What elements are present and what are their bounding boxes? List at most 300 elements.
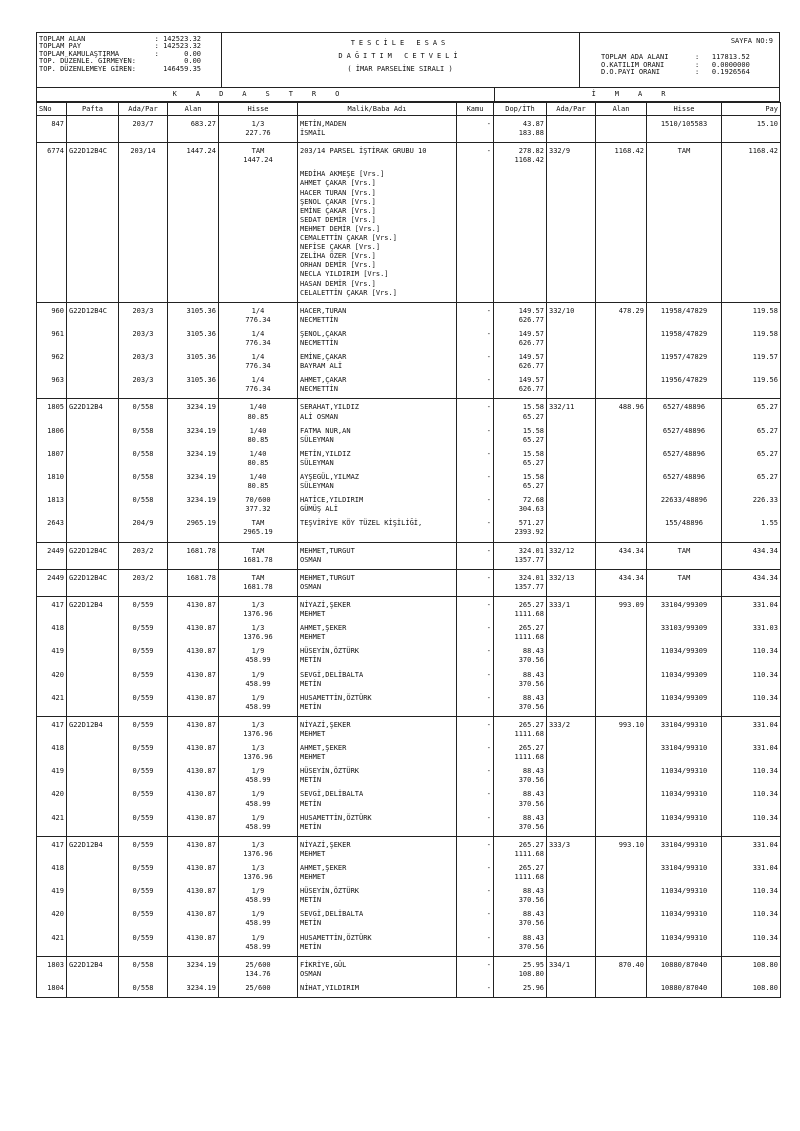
- cell-ada-par: 203/2: [119, 569, 168, 596]
- col-pafta-header: Pafta: [67, 103, 119, 116]
- cell-pafta: [67, 642, 119, 665]
- cell-dop-ith: 88.43 370.56: [494, 642, 547, 665]
- cell-sno: 1810: [37, 468, 67, 491]
- cell-imar-alan: [596, 445, 647, 468]
- cell-hisse: 1/4 776.34: [219, 348, 298, 371]
- cell-hisse: 1/3 1376.96: [219, 619, 298, 642]
- cell-imar-alan: [596, 882, 647, 905]
- cell-sno: 847: [37, 116, 67, 143]
- cell-ada-par: 0/559: [119, 905, 168, 928]
- cell-malik: HÜSEYİN,ÖZTÜRK METİN: [298, 642, 457, 665]
- cell-alan: 1447.24: [168, 143, 219, 166]
- cell-malik: HÜSEYİN,ÖZTÜRK METİN: [298, 882, 457, 905]
- cell-sno: 421: [37, 929, 67, 957]
- cell-imar-alan: 478.29: [596, 302, 647, 325]
- cell-imar-ada-par: [547, 491, 596, 514]
- cell-hisse: 1/9 458.99: [219, 689, 298, 717]
- total-label: TOP. DÜZENLE. GİRMEYEN:: [39, 57, 136, 66]
- cell-alan: 4130.87: [168, 739, 219, 762]
- cell-pay: [722, 165, 781, 302]
- cell-imar-ada-par: 332/12: [547, 542, 596, 569]
- cell-ada-par: 0/558: [119, 422, 168, 445]
- cell-malik: HUSAMETTİN,ÖZTÜRK METİN: [298, 689, 457, 717]
- cell-ada-par: 0/559: [119, 666, 168, 689]
- cell-alan: 4130.87: [168, 929, 219, 957]
- cell-malik: FİKRİYE,GÜL OSMAN: [298, 956, 457, 979]
- cell-dop-ith: 88.43 370.56: [494, 689, 547, 717]
- section-kadastro: KADASTRO: [172, 90, 359, 98]
- cell-imar-ada-par: [547, 325, 596, 348]
- cell-ada-par: 0/559: [119, 739, 168, 762]
- cell-pay: 226.33: [722, 491, 781, 514]
- cell-kamu: -: [457, 762, 494, 785]
- cell-alan: 3234.19: [168, 468, 219, 491]
- cell-imar-ada-par: [547, 979, 596, 998]
- cell-ada-par: 0/559: [119, 716, 168, 739]
- cell-pay: 331.04: [722, 716, 781, 739]
- cell-imar-hisse: 155/48896: [647, 514, 722, 542]
- cell-pafta: [67, 905, 119, 928]
- cell-pay: 15.10: [722, 116, 781, 143]
- cell-malik: AHMET,ŞEKER MEHMET: [298, 619, 457, 642]
- cell-dop-ith: 88.43 370.56: [494, 809, 547, 837]
- cell-kamu: -: [457, 143, 494, 166]
- cell-alan: 4130.87: [168, 836, 219, 859]
- cell-malik: SEVGİ,DELİBALTA METİN: [298, 905, 457, 928]
- cell-pay: 434.34: [722, 542, 781, 569]
- cell-ada-par: 203/14: [119, 143, 168, 166]
- cell-imar-alan: [596, 979, 647, 998]
- cell-pay: 110.34: [722, 666, 781, 689]
- cell-imar-ada-par: [547, 929, 596, 957]
- cell-kamu: -: [457, 302, 494, 325]
- table-body: [37, 116, 781, 998]
- cell-hisse: 1/4 776.34: [219, 325, 298, 348]
- cell-alan: 4130.87: [168, 859, 219, 882]
- cell-hisse: [219, 165, 298, 302]
- cell-imar-hisse: 11034/99309: [647, 666, 722, 689]
- cell-sno: 963: [37, 371, 67, 399]
- cell-pay: 119.58: [722, 302, 781, 325]
- cell-kamu: -: [457, 905, 494, 928]
- cell-alan: 4130.87: [168, 785, 219, 808]
- cell-sno: 419: [37, 882, 67, 905]
- cell-imar-ada-par: [547, 422, 596, 445]
- cell-imar-ada-par: 332/10: [547, 302, 596, 325]
- ratio-line: [601, 69, 779, 77]
- table-row: [37, 739, 781, 762]
- cell-kamu: -: [457, 596, 494, 619]
- cell-imar-alan: [596, 165, 647, 302]
- title-primary: TESCİLE ESAS: [350, 39, 450, 47]
- distribution-sheet: [36, 32, 780, 998]
- cell-imar-alan: [596, 785, 647, 808]
- cell-imar-hisse: 11956/47829: [647, 371, 722, 399]
- cell-hisse: 1/9 458.99: [219, 785, 298, 808]
- cell-pay: 110.34: [722, 785, 781, 808]
- cell-pafta: [67, 809, 119, 837]
- cell-dop-ith: 265.27 1111.68: [494, 596, 547, 619]
- cell-alan: 4130.87: [168, 596, 219, 619]
- cell-hisse: 25/600: [219, 979, 298, 998]
- cell-alan: 3234.19: [168, 399, 219, 422]
- cell-dop-ith: 88.43 370.56: [494, 929, 547, 957]
- col-imar-ada-par-header: Ada/Par: [547, 103, 596, 116]
- cell-imar-alan: [596, 666, 647, 689]
- col-imar-alan-header: Alan: [596, 103, 647, 116]
- cell-imar-alan: [596, 422, 647, 445]
- cell-imar-ada-par: [547, 642, 596, 665]
- cell-kamu: [457, 165, 494, 302]
- cell-pafta: G22D12B4C: [67, 542, 119, 569]
- cell-pay: 65.27: [722, 445, 781, 468]
- cell-ada-par: [119, 165, 168, 302]
- cell-pafta: [67, 762, 119, 785]
- cell-dop-ith: 15.58 65.27: [494, 445, 547, 468]
- cell-imar-hisse: 6527/48896: [647, 422, 722, 445]
- total-label: TOPLAM PAY: [39, 42, 82, 51]
- cell-pay: 108.80: [722, 979, 781, 998]
- cell-imar-alan: [596, 619, 647, 642]
- cell-ada-par: 0/559: [119, 882, 168, 905]
- cell-hisse: 1/3 1376.96: [219, 596, 298, 619]
- cell-imar-hisse: 33104/99310: [647, 716, 722, 739]
- cell-malik: METİN,MADEN İSMAİL: [298, 116, 457, 143]
- cell-ada-par: 0/558: [119, 979, 168, 998]
- cell-hisse: 1/3 1376.96: [219, 739, 298, 762]
- cell-dop-ith: 25.95 108.80: [494, 956, 547, 979]
- cell-pay: 65.27: [722, 468, 781, 491]
- cell-imar-hisse: 11034/99310: [647, 882, 722, 905]
- cell-kamu: -: [457, 491, 494, 514]
- cell-dop-ith: 72.68 304.63: [494, 491, 547, 514]
- cell-ada-par: 203/3: [119, 371, 168, 399]
- cell-kamu: -: [457, 836, 494, 859]
- cell-hisse: 1/9 458.99: [219, 905, 298, 928]
- cell-dop-ith: 278.82 1168.42: [494, 143, 547, 166]
- cell-ada-par: 203/3: [119, 325, 168, 348]
- cell-alan: 4130.87: [168, 762, 219, 785]
- cell-kamu: -: [457, 422, 494, 445]
- cell-imar-hisse: 22633/48896: [647, 491, 722, 514]
- table-row: [37, 165, 781, 302]
- cell-alan: 4130.87: [168, 642, 219, 665]
- cell-alan: 683.27: [168, 116, 219, 143]
- table-row: [37, 325, 781, 348]
- cell-malik: FATMA NUR,AN SÜLEYMAN: [298, 422, 457, 445]
- cell-pafta: [67, 325, 119, 348]
- cell-kamu: -: [457, 739, 494, 762]
- cell-hisse: 1/9 458.99: [219, 642, 298, 665]
- totals-block: [39, 36, 201, 73]
- cell-imar-hisse: 11034/99310: [647, 929, 722, 957]
- cell-alan: 1681.78: [168, 569, 219, 596]
- cell-imar-alan: 993.10: [596, 836, 647, 859]
- cell-imar-ada-par: [547, 882, 596, 905]
- cell-imar-ada-par: [547, 785, 596, 808]
- col-sno-header: SNo: [37, 103, 67, 116]
- cell-ada-par: 0/558: [119, 468, 168, 491]
- cell-ada-par: 0/559: [119, 859, 168, 882]
- cell-pay: 119.58: [722, 325, 781, 348]
- cell-pafta: G22D12B4: [67, 836, 119, 859]
- cell-ada-par: 203/2: [119, 542, 168, 569]
- cell-hisse: 1/4 776.34: [219, 302, 298, 325]
- total-value: : 142523.32: [154, 35, 201, 43]
- cell-dop-ith: 571.27 2393.92: [494, 514, 547, 542]
- cell-alan: 3234.19: [168, 422, 219, 445]
- cell-sno: 961: [37, 325, 67, 348]
- cell-hisse: 1/9 458.99: [219, 762, 298, 785]
- cell-pafta: [67, 785, 119, 808]
- total-value: : 142523.32: [154, 42, 201, 51]
- cell-malik: AHMET,ŞEKER MEHMET: [298, 739, 457, 762]
- cell-alan: 3105.36: [168, 302, 219, 325]
- cell-pafta: [67, 165, 119, 302]
- cell-dop-ith: 149.57 626.77: [494, 302, 547, 325]
- cell-imar-alan: 434.34: [596, 542, 647, 569]
- cell-malik: SEVGİ,DELİBALTA METİN: [298, 666, 457, 689]
- cell-ada-par: 0/559: [119, 596, 168, 619]
- cell-imar-hisse: 33104/99310: [647, 836, 722, 859]
- cell-pafta: [67, 514, 119, 542]
- cell-malik: 203/14 PARSEL İŞTİRAK GRUBU 10: [298, 143, 457, 166]
- cell-kamu: -: [457, 514, 494, 542]
- cell-dop-ith: 88.43 370.56: [494, 666, 547, 689]
- cell-imar-alan: 488.96: [596, 399, 647, 422]
- cell-imar-alan: [596, 116, 647, 143]
- cell-alan: [168, 165, 219, 302]
- col-kamu-header: Kamu: [457, 103, 494, 116]
- cell-hisse: 1/40 80.85: [219, 399, 298, 422]
- cell-imar-ada-par: 332/11: [547, 399, 596, 422]
- table-row: [37, 882, 781, 905]
- cell-malik: NİYAZİ,ŞEKER MEHMET: [298, 596, 457, 619]
- cell-sno: 419: [37, 642, 67, 665]
- cell-sno: 1813: [37, 491, 67, 514]
- ratio-label: TOPLAM ADA ALANI: [601, 53, 669, 61]
- section-header-row: [36, 88, 780, 102]
- cell-imar-alan: 993.09: [596, 596, 647, 619]
- cell-imar-hisse: 6527/48896: [647, 445, 722, 468]
- cell-dop-ith: 324.01 1357.77: [494, 569, 547, 596]
- cell-pafta: G22D12B4C: [67, 302, 119, 325]
- cell-pay: 108.80: [722, 956, 781, 979]
- cell-hisse: 1/40 80.85: [219, 468, 298, 491]
- cell-imar-alan: [596, 468, 647, 491]
- cell-pay: 331.04: [722, 739, 781, 762]
- cell-pay: 119.57: [722, 348, 781, 371]
- cell-alan: 1681.78: [168, 542, 219, 569]
- cell-hisse: 25/600 134.76: [219, 956, 298, 979]
- cell-pay: 1168.42: [722, 143, 781, 166]
- cell-pay: 65.27: [722, 422, 781, 445]
- cell-pafta: [67, 689, 119, 717]
- cell-alan: 3234.19: [168, 491, 219, 514]
- cell-sno: 417: [37, 596, 67, 619]
- ratio-value: : 117813.52: [695, 53, 750, 61]
- table-row: [37, 785, 781, 808]
- cell-sno: 418: [37, 739, 67, 762]
- cell-hisse: 70/600 377.32: [219, 491, 298, 514]
- cell-ada-par: 0/559: [119, 642, 168, 665]
- table-row: [37, 619, 781, 642]
- cell-alan: 3105.36: [168, 348, 219, 371]
- cell-pay: 331.04: [722, 859, 781, 882]
- cell-dop-ith: 15.58 65.27: [494, 422, 547, 445]
- column-header-row: [37, 103, 781, 116]
- cell-dop-ith: 149.57 626.77: [494, 348, 547, 371]
- cell-imar-ada-par: [547, 165, 596, 302]
- cell-imar-ada-par: [547, 371, 596, 399]
- cell-imar-ada-par: [547, 666, 596, 689]
- cell-sno: 2449: [37, 542, 67, 569]
- table-row: [37, 302, 781, 325]
- cell-sno: 421: [37, 809, 67, 837]
- cell-dop-ith: 15.58 65.27: [494, 399, 547, 422]
- cell-imar-alan: 434.34: [596, 569, 647, 596]
- cell-imar-alan: [596, 905, 647, 928]
- cell-hisse: 1/9 458.99: [219, 929, 298, 957]
- cell-imar-hisse: 10880/87040: [647, 956, 722, 979]
- title-subtitle: ( İMAR PARSELİNE SIRALI ): [347, 65, 453, 73]
- cell-dop-ith: 324.01 1357.77: [494, 542, 547, 569]
- cell-kamu: -: [457, 116, 494, 143]
- cell-imar-ada-par: 333/1: [547, 596, 596, 619]
- cell-hisse: 1/9 458.99: [219, 809, 298, 837]
- cell-imar-hisse: 11958/47829: [647, 302, 722, 325]
- table-row: [37, 836, 781, 859]
- cell-hisse: TAM 2965.19: [219, 514, 298, 542]
- cell-pafta: [67, 116, 119, 143]
- cell-kamu: -: [457, 445, 494, 468]
- cell-alan: 3105.36: [168, 371, 219, 399]
- cell-malik: HUSAMETTİN,ÖZTÜRK METİN: [298, 809, 457, 837]
- cell-pay: 110.34: [722, 809, 781, 837]
- table-row: [37, 956, 781, 979]
- cell-ada-par: 0/559: [119, 836, 168, 859]
- cell-ada-par: 203/3: [119, 348, 168, 371]
- cell-hisse: 1/4 776.34: [219, 371, 298, 399]
- cell-dop-ith: 149.57 626.77: [494, 371, 547, 399]
- cell-kamu: -: [457, 956, 494, 979]
- cell-sno: 6774: [37, 143, 67, 166]
- cell-imar-hisse: 33103/99309: [647, 619, 722, 642]
- cell-imar-hisse: 11034/99310: [647, 905, 722, 928]
- cell-pafta: [67, 619, 119, 642]
- total-value: : 0.00: [154, 49, 201, 58]
- document-header: [36, 32, 780, 88]
- cell-hisse: TAM 1681.78: [219, 569, 298, 596]
- cell-alan: 3234.19: [168, 979, 219, 998]
- cell-sno: 418: [37, 859, 67, 882]
- cell-imar-hisse: 33104/99309: [647, 596, 722, 619]
- cell-imar-ada-par: [547, 762, 596, 785]
- cell-alan: 2965.19: [168, 514, 219, 542]
- cell-ada-par: 0/559: [119, 785, 168, 808]
- page-number: SAYFA NO:9: [730, 37, 773, 45]
- table-row: [37, 514, 781, 542]
- cell-imar-alan: [596, 762, 647, 785]
- cell-imar-ada-par: [547, 905, 596, 928]
- cell-ada-par: 0/558: [119, 956, 168, 979]
- table-row: [37, 491, 781, 514]
- cell-sno: 417: [37, 836, 67, 859]
- cell-kamu: -: [457, 809, 494, 837]
- cell-kamu: -: [457, 859, 494, 882]
- cell-imar-hisse: TAM: [647, 569, 722, 596]
- cell-pay: 110.34: [722, 689, 781, 717]
- cell-dop-ith: 265.27 1111.68: [494, 716, 547, 739]
- table-row: [37, 809, 781, 837]
- cell-kamu: -: [457, 979, 494, 998]
- cell-imar-alan: [596, 491, 647, 514]
- cell-pafta: [67, 371, 119, 399]
- cell-imar-ada-par: [547, 619, 596, 642]
- cell-pafta: G22D12B4: [67, 399, 119, 422]
- cell-pafta: [67, 445, 119, 468]
- cell-hisse: 1/3 1376.96: [219, 836, 298, 859]
- cell-malik: EMİNE,ÇAKAR BAYRAM ALİ: [298, 348, 457, 371]
- cell-sno: 417: [37, 716, 67, 739]
- total-line: [39, 66, 201, 73]
- cell-kamu: -: [457, 371, 494, 399]
- cell-pay: 434.34: [722, 569, 781, 596]
- cell-hisse: TAM 1447.24: [219, 143, 298, 166]
- cell-pafta: [67, 859, 119, 882]
- title-block: [223, 37, 577, 76]
- cell-malik: AHMET,ŞEKER MEHMET: [298, 859, 457, 882]
- cell-dop-ith: 88.43 370.56: [494, 905, 547, 928]
- table-row: [37, 116, 781, 143]
- cell-imar-ada-par: [547, 116, 596, 143]
- ratio-block: [601, 36, 779, 77]
- cell-dop-ith: 25.96: [494, 979, 547, 998]
- cell-pay: 110.34: [722, 642, 781, 665]
- cell-pay: 1.55: [722, 514, 781, 542]
- cell-sno: 2643: [37, 514, 67, 542]
- cell-imar-ada-par: 332/13: [547, 569, 596, 596]
- cell-dop-ith: 88.43 370.56: [494, 785, 547, 808]
- cell-kamu: -: [457, 325, 494, 348]
- cell-alan: 4130.87: [168, 689, 219, 717]
- table-row: [37, 143, 781, 166]
- cell-kamu: -: [457, 642, 494, 665]
- table-row: [37, 542, 781, 569]
- col-hisse-header: Hisse: [219, 103, 298, 116]
- cell-ada-par: 0/559: [119, 809, 168, 837]
- cell-sno: 1806: [37, 422, 67, 445]
- cell-dop-ith: 265.27 1111.68: [494, 619, 547, 642]
- cell-malik: METİN,YILDIZ SÜLEYMAN: [298, 445, 457, 468]
- cell-pafta: G22D12B4: [67, 716, 119, 739]
- cell-pay: 110.34: [722, 762, 781, 785]
- cell-malik: SEVGİ,DELİBALTA METİN: [298, 785, 457, 808]
- cell-sno: 2449: [37, 569, 67, 596]
- table-row: [37, 666, 781, 689]
- cell-alan: 4130.87: [168, 619, 219, 642]
- cell-pay: 110.34: [722, 929, 781, 957]
- cell-imar-alan: [596, 809, 647, 837]
- cell-imar-alan: [596, 689, 647, 717]
- cell-ada-par: 204/9: [119, 514, 168, 542]
- cell-ada-par: 0/559: [119, 762, 168, 785]
- cell-kamu: -: [457, 542, 494, 569]
- cell-imar-alan: [596, 325, 647, 348]
- cell-malik: SERAHAT,YILDIZ ALİ OSMAN: [298, 399, 457, 422]
- cell-imar-hisse: 11957/47829: [647, 348, 722, 371]
- cell-malik: NİHAT,YILDIRIM: [298, 979, 457, 998]
